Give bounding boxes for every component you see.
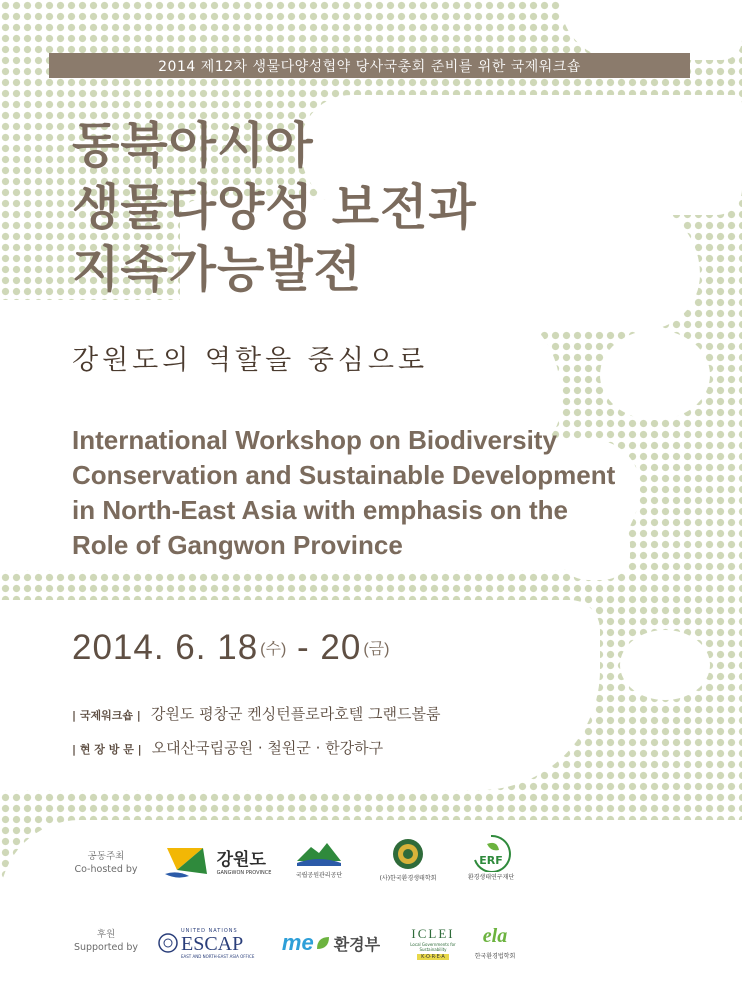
title-korean bbox=[72, 115, 477, 301]
venue-value: 강원도 평창군 켄싱턴플로라호텔 그랜드볼룸 bbox=[150, 705, 441, 723]
ministry-mark: me bbox=[281, 930, 314, 955]
top-banner: 2014 제12차 생물다양성협약 당사국총회 준비를 위한 국제워크숍 bbox=[49, 53, 690, 78]
env-law-logo bbox=[468, 918, 522, 966]
title-english-regular: Role of Gangwon Province bbox=[72, 530, 403, 560]
supported-label bbox=[70, 928, 142, 954]
gangwon-emblem-icon bbox=[163, 840, 213, 880]
erf-name: ERF bbox=[479, 854, 503, 867]
map-shape bbox=[560, 0, 742, 60]
ecology-seal-icon bbox=[392, 838, 424, 870]
cohosted-label bbox=[70, 850, 142, 876]
iclei-sub: Local Governments for Sustainability bbox=[410, 942, 456, 952]
ministry-env-logo bbox=[276, 926, 386, 960]
escap-top: UNITED NATIONS bbox=[181, 927, 238, 934]
env-law-name: 한국환경법학회 bbox=[474, 952, 516, 960]
map-shape bbox=[620, 630, 710, 700]
iclei-logo bbox=[404, 920, 462, 966]
gangwon-name: 강원도 bbox=[216, 849, 266, 870]
visit-label: | 현 장 방 문 | bbox=[72, 743, 142, 756]
venue-row bbox=[72, 703, 440, 724]
end-day: (금) bbox=[363, 641, 390, 658]
map-shape bbox=[0, 820, 742, 1002]
visit-row bbox=[72, 737, 383, 758]
escap-logo bbox=[158, 922, 262, 964]
map-shape bbox=[600, 330, 710, 420]
gangwon-sub: GANGWON PROVINCE bbox=[216, 869, 272, 876]
title-english-bold: International Workshop on Biodiversity bbox=[72, 425, 557, 455]
subtitle-korean: 강원도의 역할을 중심으로 bbox=[72, 345, 429, 376]
mountain-icon bbox=[295, 841, 343, 867]
knps-name: 국립공원관리공단 bbox=[295, 872, 343, 879]
venue-label: | 국제워크숍 | bbox=[72, 709, 141, 722]
title-english bbox=[72, 423, 692, 563]
ministry-name: 환경부 bbox=[333, 934, 381, 954]
title-english-bold: Conservation and Sustainable Development bbox=[72, 460, 616, 490]
iclei-name: ICLEI bbox=[411, 926, 455, 941]
cohosted-label-en: Co-hosted by bbox=[74, 864, 138, 875]
escap-sub: EAST AND NORTH-EAST ASIA OFFICE bbox=[181, 953, 255, 959]
ecology-society-name: (사)한국환경생태학회 bbox=[379, 875, 437, 882]
visit-value: 오대산국립공원 · 철원군 · 한강하구 bbox=[151, 739, 384, 757]
start-day: (수) bbox=[260, 641, 287, 658]
supported-label-en: Supported by bbox=[73, 942, 139, 953]
cohosted-label-kr: 공동주최 bbox=[87, 851, 125, 862]
env-law-mark: ela bbox=[482, 924, 508, 947]
title-english-regular: with emphasis on the bbox=[296, 495, 568, 525]
iclei-bottom: K·O·R·E·A bbox=[417, 954, 449, 960]
escap-name: ESCAP bbox=[181, 932, 244, 955]
erf-caption: 환경생태연구재단 bbox=[467, 873, 515, 881]
event-dates bbox=[72, 628, 389, 668]
title-korean-line: 동북아시아 bbox=[72, 117, 314, 174]
knps-logo bbox=[288, 838, 350, 882]
title-korean-line: 생물다양성 보전과 bbox=[72, 179, 477, 236]
leaf-icon bbox=[315, 935, 331, 951]
gangwon-logo bbox=[158, 838, 276, 882]
erf-logo bbox=[462, 828, 520, 886]
start-date: 2014. 6. 18 bbox=[72, 628, 259, 667]
ecology-society-logo bbox=[380, 835, 436, 885]
title-english-bold: in North-East Asia bbox=[72, 495, 297, 525]
date-separator: - bbox=[286, 628, 321, 667]
title-korean-line: 지속가능발전 bbox=[72, 241, 363, 298]
un-emblem-icon bbox=[158, 933, 178, 953]
supported-label-kr: 후원 bbox=[96, 929, 116, 940]
end-date: 20 bbox=[320, 628, 362, 667]
